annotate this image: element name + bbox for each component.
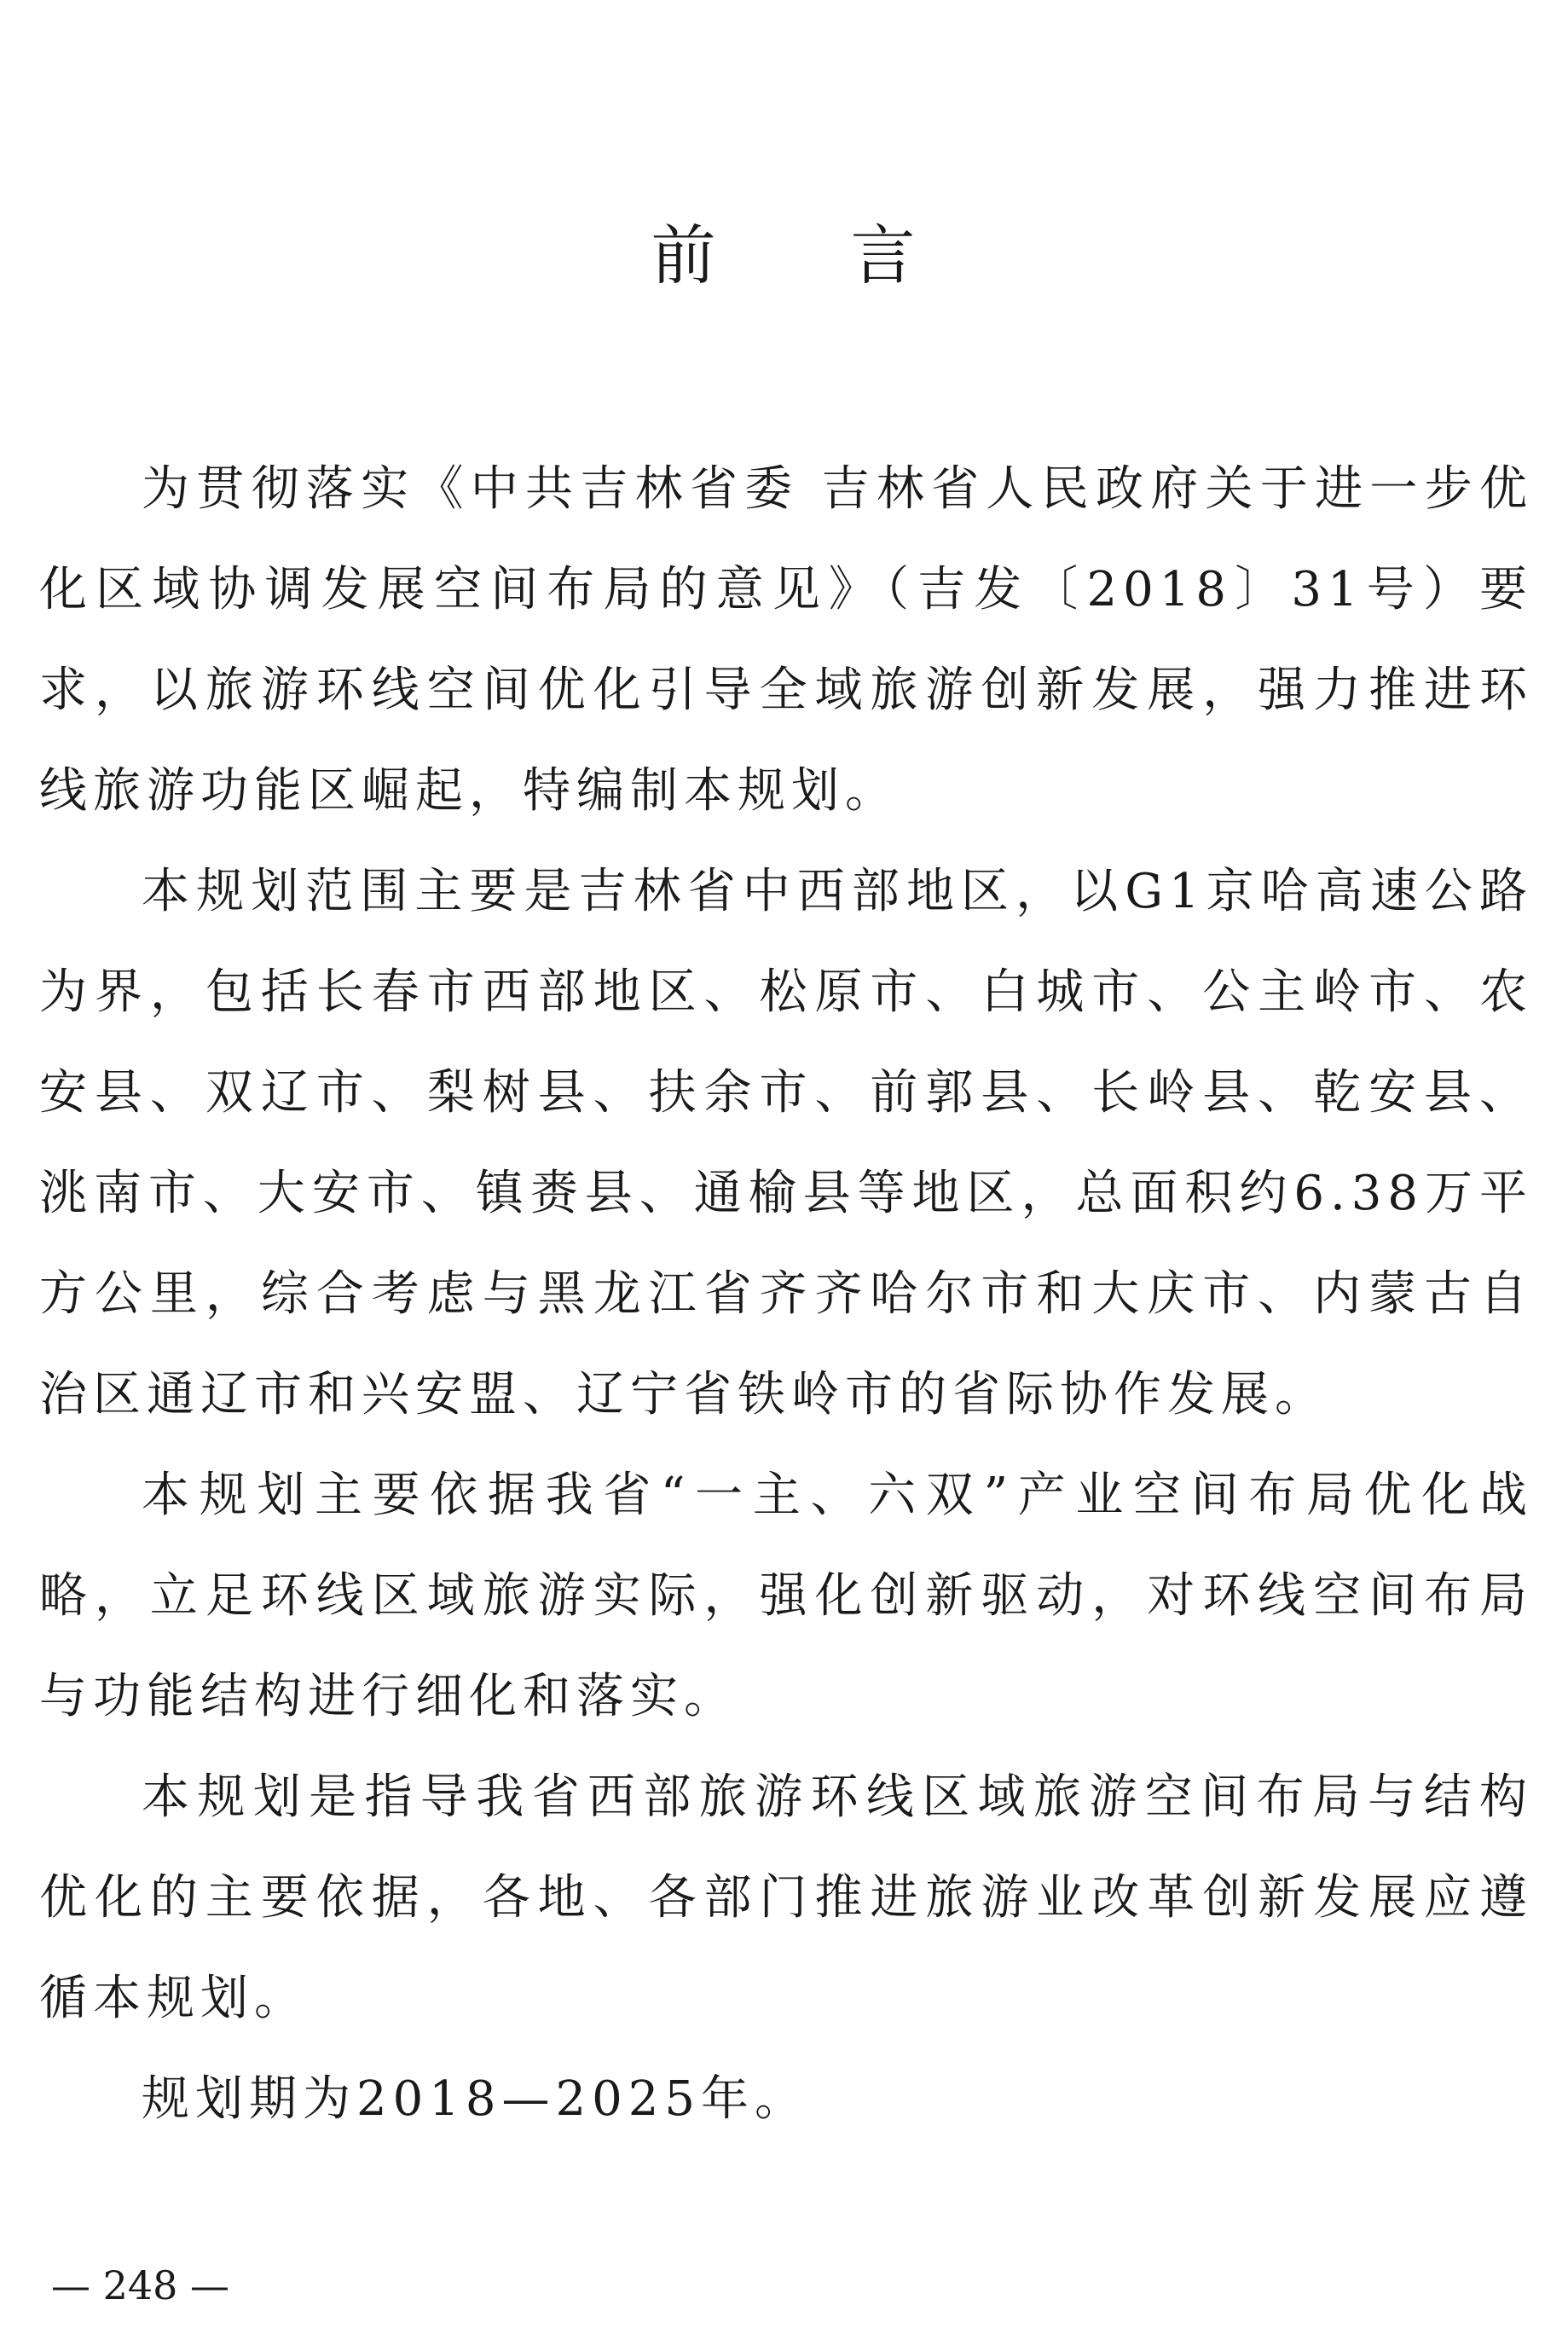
body-text [39,439,1533,2150]
paragraph: 为贯彻落实《中共吉林省委 吉林省人民政府关于进一步优化区域协调发展空间布局的意见》（吉发〔2018〕31号）要求，以旅游环线空间优化引导全域旅游创新发展，强力推进环线旅游功能区崛起，特编制本规划。 [39,461,1533,819]
page-number: — 248 — [51,2262,230,2308]
page-title: 前 言 [651,217,917,293]
paragraph: 本规划是指导我省西部旅游环线区域旅游空间布局与结构优化的主要依据，各地、各部门推进旅游业改革创新发展应遵循本规划。 [39,1769,1533,2026]
paragraph: 本规划范围主要是吉林省中西部地区，以G1京哈高速公路为界，包括长春市西部地区、松原市、白城市、公主岭市、农安县、双辽市、梨树县、扶余市、前郭县、长岭县、乾安县、洮南市、大安市、镇赉县、通榆县等地区，总面积约6.38万平方公里，综合考虑与黑龙江省齐齐哈尔市和大庆市、内蒙古自治区通辽市和兴安盟、辽宁省铁岭市的省际协作发展。 [39,864,1533,1422]
paragraph: 本规划主要依据我省“一主、六双”产业空间布局优化战略，立足环线区域旅游实际，强化创新驱动，对环线空间布局与功能结构进行细化和落实。 [39,1468,1533,1724]
paragraph: 规划期为2018—2025年。 [142,2071,809,2127]
